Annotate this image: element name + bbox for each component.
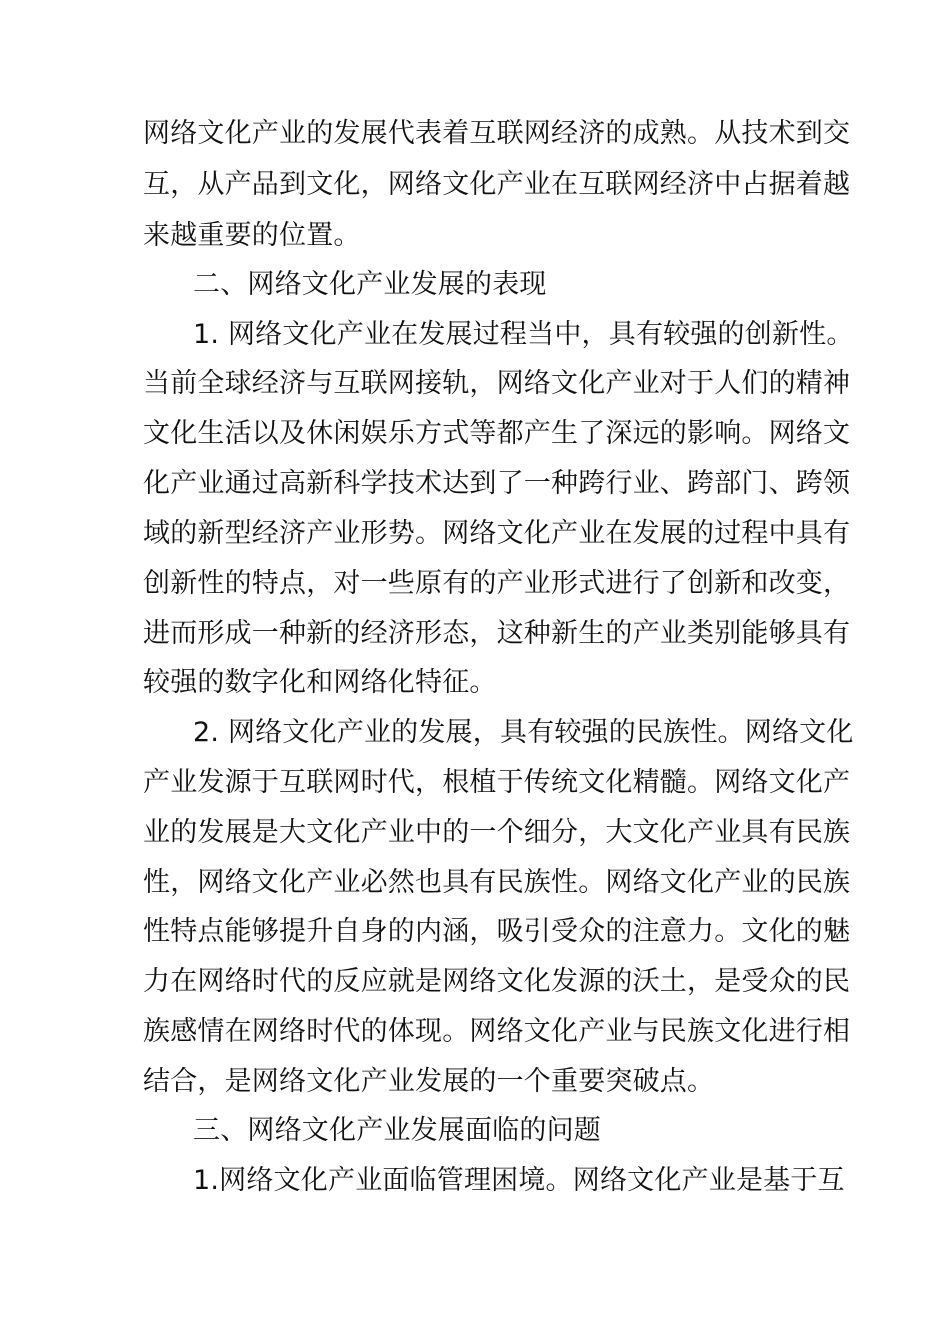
text-line: 业的发展是大文化产业中的一个细分，大文化产业具有民族	[143, 817, 851, 848]
text-line: 1.网络文化产业面临管理困境。网络文化产业是基于互	[193, 1165, 845, 1196]
text-line: 域的新型经济产业形势。网络文化产业在发展的过程中具有	[143, 518, 851, 549]
section-heading: 二、网络文化产业发展的表现	[193, 269, 547, 300]
text-line: 力在网络时代的反应就是网络文化发源的沃土，是受众的民	[143, 966, 851, 997]
text-line: 网络文化产业的发展代表着互联网经济的成熟。从技术到交	[143, 118, 851, 149]
text-line: 1. 网络文化产业在发展过程当中，具有较强的创新性。	[193, 319, 854, 350]
text-line: 互，从产品到文化，网络文化产业在互联网经济中占据着越	[143, 169, 851, 200]
text-line: 进而形成一种新的经济形态，这种新生的产业类别能够具有	[143, 618, 851, 649]
text-line: 较强的数字化和网络化特征。	[143, 667, 497, 698]
text-line: 2. 网络文化产业的发展，具有较强的民族性。网络文化	[193, 717, 854, 748]
text-line: 文化生活以及休闲娱乐方式等都产生了深远的影响。网络文	[143, 418, 851, 449]
text-line: 结合，是网络文化产业发展的一个重要突破点。	[143, 1066, 715, 1097]
text-line: 来越重要的位置。	[143, 220, 361, 251]
text-line: 化产业通过高新科学技术达到了一种跨行业、跨部门、跨领	[143, 468, 851, 499]
text-line: 性特点能够提升自身的内涵，吸引受众的注意力。文化的魅	[143, 916, 851, 947]
text-line: 族感情在网络时代的体现。网络文化产业与民族文化进行相	[143, 1016, 851, 1047]
text-line: 当前全球经济与互联网接轨，网络文化产业对于人们的精神	[143, 368, 851, 399]
text-line: 性，网络文化产业必然也具有民族性。网络文化产业的民族	[143, 867, 851, 898]
text-line: 创新性的特点，对一些原有的产业形式进行了创新和改变，	[143, 568, 851, 599]
text-line: 产业发源于互联网时代，根植于传统文化精髓。网络文化产	[143, 767, 851, 798]
section-heading: 三、网络文化产业发展面临的问题	[193, 1115, 601, 1146]
